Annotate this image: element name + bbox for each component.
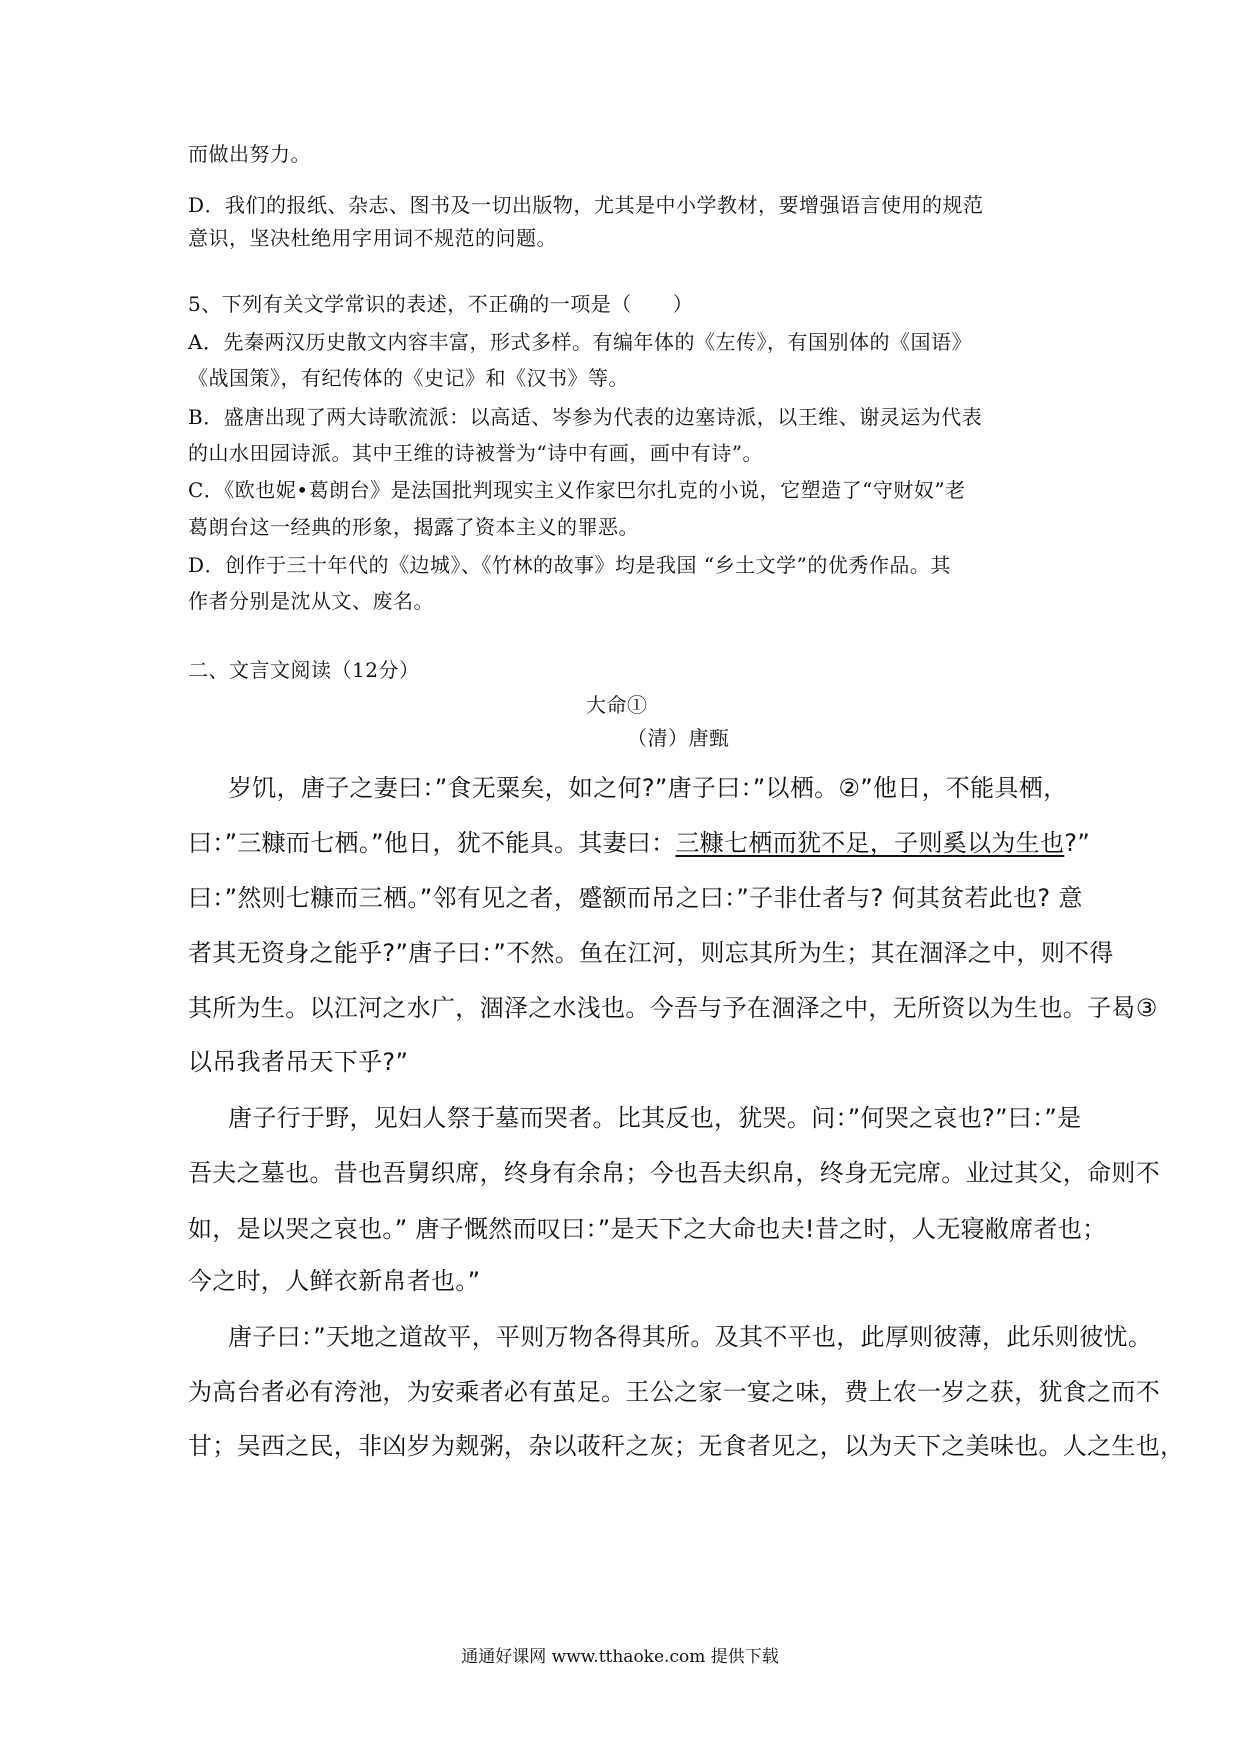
passage-author: （清）唐甄 [627,726,730,750]
q5-option-d-line1: D．创作于三十年代的《边城》、《竹林的故事》均是我国 “乡土文学”的优秀作品。其 [188,553,951,577]
paragraph-1-line2-end: ?” [1064,829,1091,857]
q4-option-d-line1: D．我们的报纸、杂志、图书及一切出版物，尤其是中小学教材，要增强语言使用的规范 [188,193,984,217]
q5-option-b-line1: B．盛唐出现了两大诗歌流派：以高适、岑参为代表的边塞诗派，以王维、谢灵运为代表 [188,405,983,429]
paragraph-2-line4: 今之时，人鲜衣新帛者也。” [188,1267,481,1295]
passage-title: 大命① [586,693,648,717]
page-footer: 通通好课网 www.tthaoke.com 提供下载 [461,1647,779,1667]
paragraph-2-line1: 唐子行于野，见妇人祭于墓而哭者。比其反也，犹哭。问：”何哭之哀也?”曰：”是 [228,1104,1082,1132]
q5-option-a-line2: 《战国策》，有纪传体的《史记》和《汉书》等。 [188,366,629,390]
underlined-sentence: 三糠七栖而犹不足，子则奚以为生也 [675,829,1065,857]
paragraph-1-line2-start: 曰：”三糠而七栖。”他日，犹不能具。其妻曰： [188,829,676,857]
paragraph-1-line6: 以吊我者吊天下乎?” [188,1048,409,1076]
paragraph-1-line3: 曰：”然则七糠而三栖。”邻有见之者，蹙额而吊之曰：”子非仕者与? 何其贫若此也? 意 [188,884,1083,912]
paragraph-1-line2 [188,828,1090,858]
q5-option-b-line2: 的山水田园诗派。其中王维的诗被誉为“诗中有画，画中有诗”。 [188,441,763,465]
q5-option-a-line1: A．先秦两汉历史散文内容丰富，形式多样。有编年体的《左传》，有国别体的《国语》 [188,330,972,354]
paragraph-3-line1: 唐子曰：”天地之道故平，平则万物各得其所。及其不平也，此厚则彼薄，此乐则彼忧。 [228,1323,1153,1351]
paragraph-2-line3: 如，是以哭之哀也。” 唐子慨然而叹曰：”是天下之大命也夫!昔之时，人无寝敝席者也； [188,1215,1107,1243]
paragraph-3-line2: 为高台者必有洿池，为安乘者必有茧足。王公之家一宴之味，费上农一岁之获，犹食之而不 [188,1378,1160,1406]
paragraph-2-line2: 吾夫之墓也。昔也吾舅织席，终身有余帛；今也吾夫织帛，终身无完席。业过其父，命则不 [188,1159,1160,1187]
paragraph-1-line5: 其所为生。以江河之水广，涸泽之水浅也。今吾与予在涸泽之中，无所资以为生也。子曷③ [188,994,1158,1022]
q4-tail: 而做出努力。 [188,142,311,166]
paragraph-3-line3: 甘；吴西之民，非凶岁为觌粥，杂以荍秆之灰；无食者见之，以为天下之美味也。人之生也， [188,1432,1185,1460]
q4-option-d-line2: 意识，坚决杜绝用字用词不规范的问题。 [188,226,557,250]
q5-option-d-line2: 作者分别是沈从文、废名。 [188,589,434,613]
q5-option-c-line1: C．《欧也妮•葛朗台》是法国批判现实主义作家巴尔扎克的小说，它塑造了“守财奴”老 [188,478,966,502]
q5-stem: 5、下列有关文学常识的表述，不正确的一项是（ ） [188,292,694,316]
section-2-title: 二、文言文阅读（12分） [188,658,420,682]
q5-option-c-line2: 葛朗台这一经典的形象，揭露了资本主义的罪恶。 [188,515,639,539]
paragraph-1-line1: 岁饥，唐子之妻曰：”食无粟矣，如之何?”唐子曰：”以栖。②”他日，不能具栖， [228,774,1068,802]
paragraph-1-line4: 者其无资身之能乎?”唐子曰：”不然。鱼在江河，则忘其所为生；其在涸泽之中，则不得 [188,939,1114,967]
